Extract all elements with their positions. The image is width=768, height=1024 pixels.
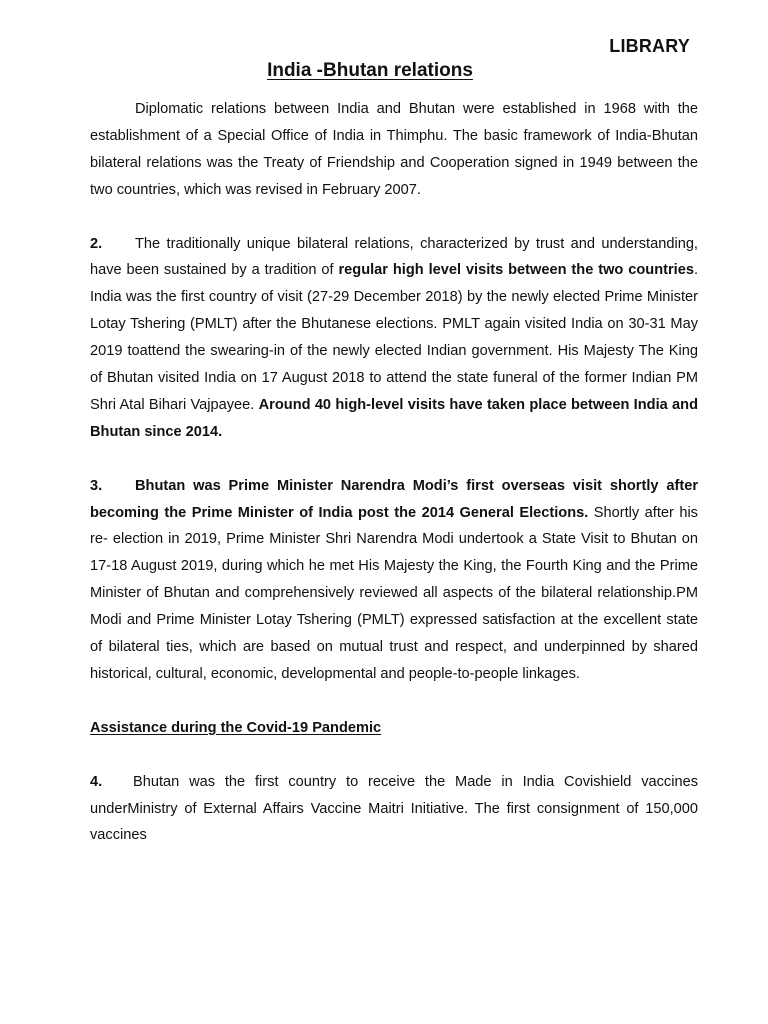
section-heading: Assistance during the Covid-19 Pandemic <box>90 719 382 736</box>
paragraph-2-number: 2. <box>90 235 103 252</box>
paragraph-4-text: Bhutan was the first country to receive the Made in India Covishield vaccines underMinistry of External Affairs Vaccine Maitri Initiative. The first consignment of 150,000 vaccines <box>90 773 698 844</box>
paragraph-2-text-2: . India was the first country of visit (27-29 December 2018) by the newly elected Prime Minister Lotay Tshering (PMLT) after the Bhutanese elections. PMLT again visited India on 30-31 May 2019 toattend the swearing-in of the newly elected Indian government. His Majesty The King of Bhutan visited India on 17 August 2018 to attend the state funeral of the former Indian PM Shri Atal Bihari Vajpayee. <box>90 262 698 413</box>
library-label: LIBRARY <box>609 36 690 56</box>
paragraph-3-number: 3. <box>90 477 103 494</box>
document-body <box>90 96 698 876</box>
paragraph-1 <box>90 96 698 204</box>
page-title: India -Bhutan relations <box>267 60 473 81</box>
paragraph-1-text: Diplomatic relations between India and Bhutan were established in 1968 with the establishment of a Special Office of India in Thimphu. The basic framework of India-Bhutan bilateral relations was the Treaty of Friendship and Cooperation signed in 1949 between the two countries, which was revised in February 2007. <box>90 101 698 198</box>
paragraph-4 <box>90 769 698 850</box>
paragraph-3-bold-1: Bhutan was Prime Minister Narendra Modi’s first overseas visit shortly after becoming the Prime Minister of India post the 2014 General Elections. <box>90 477 698 521</box>
paragraph-4-number: 4. <box>90 773 103 790</box>
paragraph-2-bold-2: Around 40 high-level visits have taken place between India and Bhutan since 2014. <box>90 396 698 440</box>
paragraph-3-text-1: Shortly after his re- election in 2019, Prime Minister Shri Narendra Modi undertook a State Visit to Bhutan on 17-18 August 2019, during which he met His Majesty the King, the Fourth King and the Prime Minister of Bhutan and comprehensively reviewed all aspects of the bilateral relationship.PM Modi and Prime Minister Lotay Tshering (PMLT) expressed satisfaction at the excellent state of bilateral ties, which are based on mutual trust and respect, and underpinned by shared historical, cultural, economic, developmental and people-to-people linkages. <box>90 504 698 682</box>
paragraph-2-bold-1: regular high level visits between the two countries <box>338 262 694 279</box>
paragraph-2-text-1: The traditionally unique bilateral relations, characterized by trust and understanding, have been sustained by a tradition of <box>90 235 698 279</box>
paragraph-2 <box>90 231 698 446</box>
paragraph-3 <box>90 473 698 688</box>
